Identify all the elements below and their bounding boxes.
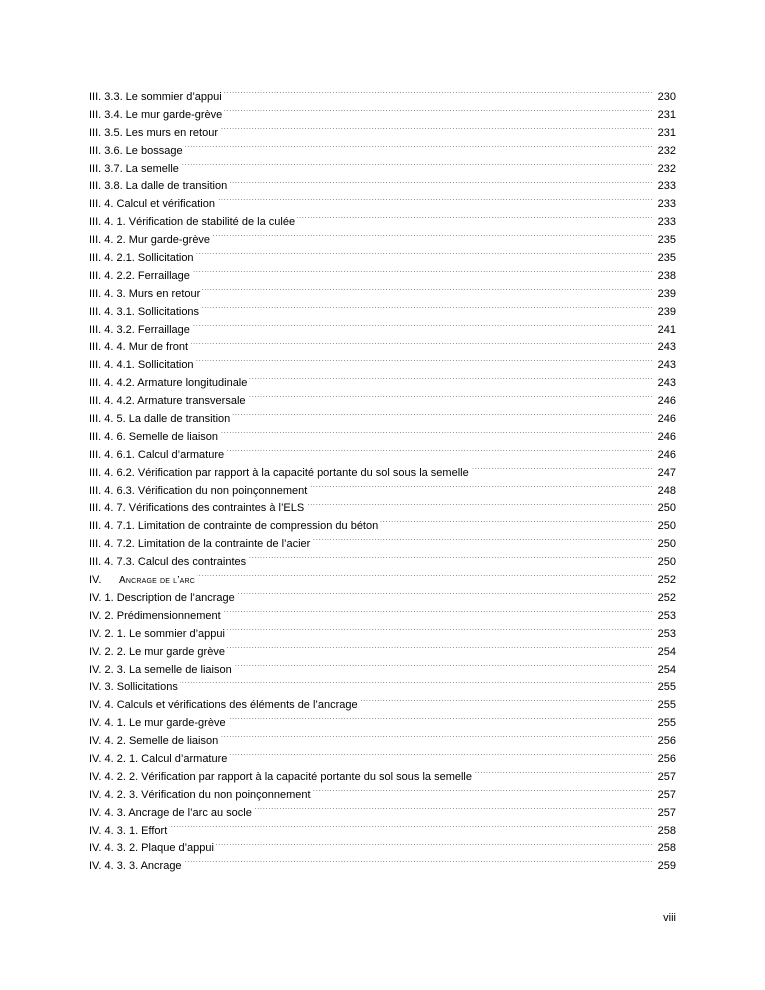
dot-leader <box>254 806 652 816</box>
toc-entry-title <box>89 715 226 733</box>
toc-entry-label: IV. 2. 3. La semelle de liaison <box>89 663 232 676</box>
toc-entry-page: 258 <box>657 824 676 837</box>
dot-leader <box>184 859 652 869</box>
toc-entry[interactable] <box>89 787 676 805</box>
dot-leader <box>380 519 652 529</box>
dot-leader <box>185 144 652 154</box>
toc-entry-page: 233 <box>657 198 676 211</box>
toc-entry-label: III. 3.5. Les murs en retour <box>89 126 219 139</box>
toc-entry[interactable] <box>89 608 676 626</box>
toc-entry-page: 252 <box>657 591 676 604</box>
toc-entry[interactable] <box>89 304 676 322</box>
toc-entry-label: IV. 2. 2. Le mur garde grève <box>89 645 225 658</box>
toc-entry-label: III. 4. 3.2. Ferraillage <box>89 323 190 336</box>
toc-entry-page: 235 <box>657 252 676 265</box>
dot-leader <box>216 841 652 851</box>
toc-entry[interactable] <box>89 214 676 232</box>
toc-entry-page: 235 <box>657 234 676 247</box>
toc-entry-label: IV. 4. 3. 2. Plaque d’appui <box>89 842 214 855</box>
toc-entry-title <box>89 697 358 715</box>
dot-leader <box>197 573 652 583</box>
toc-entry-label: IV. 4. 2. 3. Vérification du non poinçonnement <box>89 788 311 801</box>
toc-entry-page: 241 <box>657 323 676 336</box>
toc-entry[interactable] <box>89 125 676 143</box>
toc-entry-label: III. 4. 7.1. Limitation de contrainte de compression du béton <box>89 520 379 533</box>
toc-entry-title <box>89 483 307 501</box>
page-number: viii <box>663 912 676 924</box>
toc-entry-title <box>89 805 252 823</box>
toc-entry-label: III. 4. 1. Vérification de stabilité de la culée <box>89 216 296 229</box>
toc-entry-title <box>89 429 218 447</box>
toc-entry[interactable] <box>89 483 676 501</box>
dot-leader <box>306 501 652 511</box>
toc-entry-title <box>89 196 215 214</box>
toc-entry-label: III. 4. 3. Murs en retour <box>89 287 201 300</box>
toc-entry-page: 257 <box>657 770 676 783</box>
toc-entry-page: 243 <box>657 341 676 354</box>
toc-entry-title <box>89 375 247 393</box>
toc-entry-label: III. 3.7. La semelle <box>89 162 179 175</box>
toc-entry-label: III. 4. 2. Mur garde-grève <box>89 234 211 247</box>
toc-entry[interactable] <box>89 161 676 179</box>
toc-entry-label: III. 4. Calcul et vérification <box>89 198 215 211</box>
toc-entry[interactable] <box>89 500 676 518</box>
toc-entry-title <box>89 214 295 232</box>
toc-entry[interactable] <box>89 840 676 858</box>
toc-entry-label: III. 3.8. La dalle de transition <box>89 180 228 193</box>
toc-entry[interactable] <box>89 393 676 411</box>
toc-entry-label: III. 4. 4.2. Armature longitudinale <box>89 377 248 390</box>
toc-entry-title <box>89 536 310 554</box>
toc-entry-page: 230 <box>657 91 676 103</box>
table-of-contents <box>89 89 676 876</box>
toc-entry-title <box>89 286 200 304</box>
toc-entry-title <box>89 518 378 536</box>
dot-leader <box>180 680 652 690</box>
dot-leader <box>169 824 652 834</box>
dot-leader <box>192 269 652 279</box>
toc-entry-label: III. 4. 5. La dalle de transition <box>89 413 231 426</box>
dot-leader <box>202 287 652 297</box>
toc-entry-title <box>89 769 472 787</box>
toc-entry-page: 250 <box>657 502 676 515</box>
toc-entry-page: 259 <box>657 860 676 873</box>
toc-entry-title <box>89 608 221 626</box>
dot-leader <box>192 323 652 333</box>
toc-entry-title <box>89 644 225 662</box>
toc-entry-title <box>89 823 167 841</box>
toc-entry-label: III. 4. 4. Mur de front <box>89 341 189 354</box>
dot-leader <box>181 162 652 172</box>
dot-leader <box>229 752 652 762</box>
toc-entry-label: IV. 4. 2. 1. Calcul d’armature <box>89 752 228 765</box>
toc-entry-page: 246 <box>657 430 676 443</box>
toc-entry[interactable] <box>89 590 676 608</box>
toc-entry[interactable] <box>89 644 676 662</box>
toc-entry[interactable] <box>89 536 676 554</box>
toc-entry[interactable] <box>89 411 676 429</box>
toc-entry[interactable] <box>89 250 676 268</box>
toc-entry-label: IV. 1. Description de l’ancrage <box>89 591 235 604</box>
toc-entry-label: III. 4. 7. Vérifications des contraintes à l’ELS <box>89 502 305 515</box>
toc-entry-title <box>89 143 183 161</box>
toc-entry-page: 232 <box>657 144 676 157</box>
toc-entry[interactable] <box>89 339 676 357</box>
toc-entry-label: III. 4. 4.1. Sollicitation <box>89 359 194 372</box>
toc-entry[interactable] <box>89 322 676 340</box>
toc-entry[interactable] <box>89 107 676 125</box>
toc-entry-title <box>89 339 188 357</box>
toc-entry-label: IV. 4. 2. 2. Vérification par rapport à la capacité portante du sol sous la semelle <box>89 770 472 783</box>
toc-entry-label: III. 3.6. Le bossage <box>89 144 183 157</box>
toc-entry[interactable] <box>89 429 676 447</box>
toc-entry-page: 239 <box>657 287 676 300</box>
toc-entry-title <box>89 411 230 429</box>
toc-entry-title <box>89 357 194 375</box>
toc-entry-label: III. 3.4. Le mur garde-grève <box>89 108 223 121</box>
toc-entry-title <box>89 125 218 143</box>
dot-leader <box>232 412 652 422</box>
toc-entry-page: 250 <box>657 538 676 551</box>
toc-entry-title <box>89 751 227 769</box>
toc-entry-page: 246 <box>657 395 676 408</box>
toc-entry-page: 253 <box>657 627 676 640</box>
dot-leader <box>196 251 652 261</box>
dot-leader <box>360 698 652 708</box>
toc-entry[interactable] <box>89 554 676 572</box>
toc-entry[interactable] <box>89 715 676 733</box>
dot-leader <box>249 376 652 386</box>
toc-entry[interactable] <box>89 286 676 304</box>
dot-leader <box>227 627 652 637</box>
toc-entry[interactable] <box>89 679 676 697</box>
dot-leader <box>196 358 652 368</box>
toc-entry-page: 255 <box>657 699 676 712</box>
toc-entry[interactable] <box>89 357 676 375</box>
toc-entry[interactable] <box>89 751 676 769</box>
toc-entry-label: III. 4. 6.1. Calcul d’armature <box>89 448 225 461</box>
dot-leader <box>220 126 652 136</box>
dot-leader <box>224 90 652 100</box>
toc-entry-label: III. 4. 4.2. Armature transversale <box>89 395 246 408</box>
toc-entry-title <box>89 626 225 644</box>
dot-leader <box>224 108 652 118</box>
toc-entry-page: 239 <box>657 305 676 318</box>
toc-entry-title <box>89 554 246 572</box>
toc-entry-title <box>89 447 224 465</box>
toc-entry[interactable] <box>89 196 676 214</box>
toc-entry-title <box>89 733 218 751</box>
toc-entry[interactable] <box>89 268 676 286</box>
toc-entry[interactable] <box>89 626 676 644</box>
toc-entry-page: 256 <box>657 735 676 748</box>
toc-entry[interactable] <box>89 823 676 841</box>
toc-entry-label: III. 4. 7.2. Limitation de la contrainte de l’acier <box>89 538 311 551</box>
toc-entry-label: III. 4. 6.2. Vérification par rapport à la capacité portante du sol sous la semelle <box>89 466 469 479</box>
toc-entry-title <box>89 465 469 483</box>
toc-entry[interactable] <box>89 805 676 823</box>
dot-leader <box>220 734 652 744</box>
toc-entry-page: 231 <box>657 108 676 121</box>
toc-entry-title <box>89 232 210 250</box>
toc-entry-label: III. 4. 6. Semelle de liaison <box>89 430 219 443</box>
dot-leader <box>228 716 652 726</box>
toc-entry-label: IV. 2. Prédimensionnement <box>89 609 221 622</box>
toc-entry-title <box>89 393 246 411</box>
toc-entry-page: 250 <box>657 556 676 569</box>
toc-entry-label: IV. 4. 2. Semelle de liaison <box>89 735 219 748</box>
dot-leader <box>190 340 652 350</box>
toc-entry-title <box>89 787 311 805</box>
dot-leader <box>223 609 652 619</box>
toc-entry-page: 253 <box>657 609 676 622</box>
toc-entry[interactable] <box>89 143 676 161</box>
toc-entry-page: 255 <box>657 681 676 694</box>
dot-leader <box>313 788 652 798</box>
toc-entry-page: 258 <box>657 842 676 855</box>
toc-entry-label: IV. 3. Sollicitations <box>89 681 178 694</box>
toc-entry-page: 246 <box>657 413 676 426</box>
toc-entry-title <box>89 107 222 125</box>
toc-entry[interactable] <box>89 858 676 876</box>
dot-leader <box>474 770 652 780</box>
toc-entry-label: Ancrage de l’arc <box>119 575 195 587</box>
dot-leader <box>248 394 652 404</box>
toc-entry-page: 246 <box>657 448 676 461</box>
dot-leader <box>220 430 652 440</box>
toc-entry-title <box>89 590 235 608</box>
toc-entry-title <box>89 304 199 322</box>
toc-entry[interactable] <box>89 572 676 590</box>
toc-entry[interactable] <box>89 769 676 787</box>
toc-entry-page: 248 <box>657 484 676 497</box>
dot-leader <box>212 233 652 243</box>
dot-leader <box>229 179 652 189</box>
toc-entry-page: 255 <box>657 717 676 730</box>
toc-entry-title <box>89 89 222 107</box>
toc-entry-label: IV. 4. 3. 3. Ancrage <box>89 860 182 873</box>
toc-entry-title <box>89 500 304 518</box>
toc-entry-page: 238 <box>657 269 676 282</box>
toc-entry-page: 243 <box>657 377 676 390</box>
toc-entry-label: III. 4. 2.1. Sollicitation <box>89 252 194 265</box>
dot-leader <box>297 215 652 225</box>
toc-entry-page: 254 <box>657 663 676 676</box>
toc-entry-label: III. 4. 6.3. Vérification du non poinçonnement <box>89 484 308 497</box>
toc-entry[interactable] <box>89 518 676 536</box>
dot-leader <box>237 591 652 601</box>
toc-entry-page: 233 <box>657 216 676 229</box>
toc-entry-title <box>89 679 178 697</box>
toc-entry-page: 252 <box>657 574 676 587</box>
toc-entry-page: 243 <box>657 359 676 372</box>
toc-entry-title <box>89 268 190 286</box>
dot-leader <box>248 555 652 565</box>
toc-entry-page: 257 <box>657 788 676 801</box>
toc-entry-title <box>89 572 195 590</box>
dot-leader <box>201 305 652 315</box>
toc-entry-page: 233 <box>657 180 676 193</box>
dot-leader <box>312 537 652 547</box>
dot-leader <box>217 197 652 207</box>
toc-entry-title <box>89 178 227 196</box>
toc-entry-label: III. 4. 3.1. Sollicitations <box>89 305 200 318</box>
dot-leader <box>226 448 652 458</box>
toc-entry[interactable] <box>89 662 676 680</box>
toc-entry-page: 256 <box>657 752 676 765</box>
toc-entry[interactable] <box>89 465 676 483</box>
dot-leader <box>234 663 652 673</box>
toc-entry-label: IV. 4. 3. Ancrage de l’arc au socle <box>89 806 252 819</box>
toc-entry-page: 254 <box>657 645 676 658</box>
toc-entry-label: III. 3.3. Le sommier d’appui <box>89 91 222 103</box>
toc-entry-label: IV. 4. 1. Le mur garde-grève <box>89 717 226 730</box>
toc-entry-page: 257 <box>657 806 676 819</box>
dot-leader <box>471 466 652 476</box>
toc-entry[interactable] <box>89 733 676 751</box>
toc-entry-title <box>89 840 214 858</box>
toc-entry[interactable] <box>89 375 676 393</box>
toc-entry-page: 250 <box>657 520 676 533</box>
toc-entry-page: 247 <box>657 466 676 479</box>
toc-entry-title <box>89 322 190 340</box>
dot-leader <box>227 645 652 655</box>
toc-entry-title <box>89 161 179 179</box>
toc-entry-page: 231 <box>657 126 676 139</box>
toc-entry[interactable] <box>89 232 676 250</box>
toc-entry-label: IV. 4. Calculs et vérifications des éléments de l’ancrage <box>89 699 358 712</box>
toc-entry-title <box>89 250 194 268</box>
toc-entry-number: IV. <box>89 574 102 587</box>
toc-entry-label: IV. 4. 3. 1. Effort <box>89 824 168 837</box>
toc-entry-title <box>89 858 182 876</box>
toc-entry-label: III. 4. 7.3. Calcul des contraintes <box>89 556 247 569</box>
toc-entry-page: 232 <box>657 162 676 175</box>
toc-entry-title <box>89 662 232 680</box>
dot-leader <box>309 484 652 494</box>
toc-entry[interactable] <box>89 447 676 465</box>
toc-entry[interactable] <box>89 697 676 715</box>
toc-entry-label: III. 4. 2.2. Ferraillage <box>89 269 190 282</box>
toc-entry[interactable] <box>89 178 676 196</box>
toc-entry-label: IV. 2. 1. Le sommier d’appui <box>89 627 225 640</box>
toc-entry[interactable] <box>89 89 676 107</box>
